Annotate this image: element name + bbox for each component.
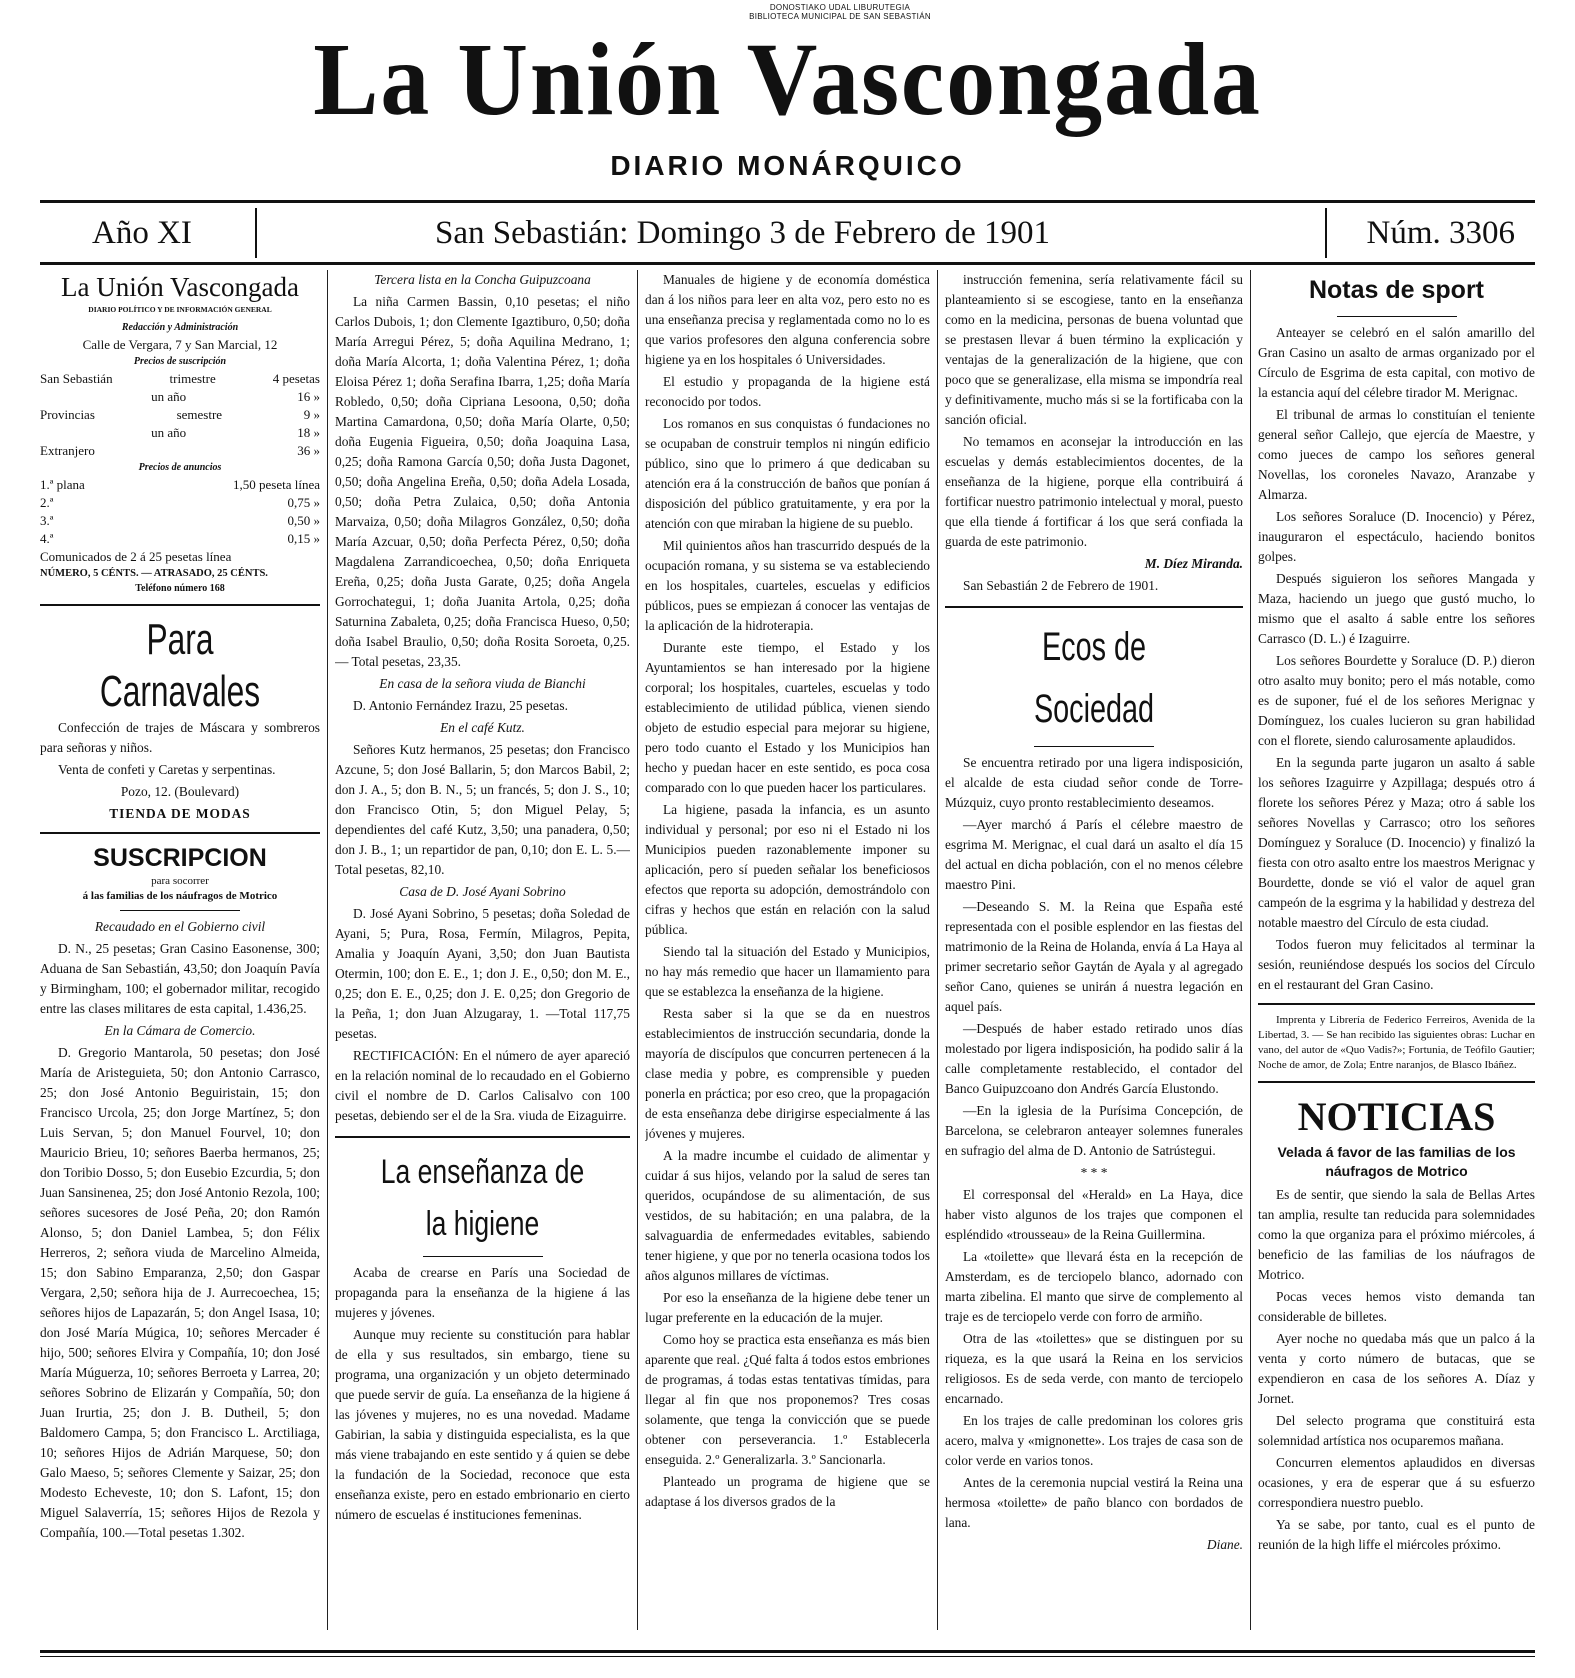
article-title-higiene: La enseñanza de la higiene (380, 1153, 585, 1243)
column-5 (1258, 270, 1535, 1630)
price-row: San Sebastián trimestre 4 pesetas (40, 371, 320, 386)
suscripcion-text-2: D. Gregorio Mantarola, 50 pesetas; don José María de Aristeguieta, 50; don Antonio Carrasco, 25; don José Antonio Beguiristain, 15; don Francisco Urcola, 25; don Jorge Martínez, 5; don Luis Servan, 5; don Manuel Fourvel, 10; don Mauricio Brieu, 10; señores Baerba hermanos, 25; don Toribio Dosso, 5; don Eusebio Ezcurdia, 5; don Juan Sansinenea, 25; don José Antonio Rezola, 100; señores sucesores de José Peña, 20; don Ramón Alonso, 5; don Daniel Lambea, 5; don Félix Herreros, 2; señora viuda de Marcelino Almeida, 15; don Sabino Emparanza, 2,50; don Gaspar Vergara, 2,50; señora hija de J. Aurrecoechea, 15; señores hijos de Lapazarán, 5; don Angel Isasa, 10; don José María Múgica, 10; señores Mercader é hijo, 500; señores Elvira y Compañía, 10; don José María Múguerza, 10; señores Berroeta y Larrea, 20; señores Sobrino de Elizarán y Compañía, 50; don Juan Irurtia, 25; don J. B. Dutheil, 5; don Baldomero Campa, 5; don Francisco L. Arctiliaga, 10; señores Hijos de Adrián Marquese, 50; don Galo Maeso, 5; señores Clemente y Saizar, 25; don Modesto Echeveste, 10; don S. Lafont, 15; don Miguel Salaverría, 15; señores Hijos de Rezola y Compañía, 100.—Total pesetas 1.302. (40, 1045, 320, 1540)
ecos-stars: * * * (1080, 1165, 1108, 1180)
ad-prices-table (40, 476, 320, 548)
issue-price-note: NÚMERO, 5 CÉNTS. — ATRASADO, 25 CÉNTS. (40, 568, 268, 579)
list-bianchi-text: D. Antonio Fernández Irazu, 25 pesetas. (353, 698, 568, 713)
issue-number: Núm. 3306 (1366, 215, 1515, 251)
sport-title: Notas de sport (1308, 276, 1485, 304)
article-higiene-p6: Mil quinientos años han trascurrido después de la ocupación romana, y su sistema se va estableciendo en los hospitales, cuarteles, escuelas y edificios públicos, pues se empiezan á conocer las ventajas de la aplicación de la hidroterapia. (645, 538, 930, 633)
dateline-divider-right (1325, 208, 1327, 258)
list-concha-text: La niña Carmen Bassin, 0,10 pesetas; el niño Carlos Dubois, 1; don Clemente Igaztiburo, 0,50; doña María Arregui Pérez, 5; doña Aquilina Medrano, 1; doña María Alcorta, 1; doña Valentina Pérez, 1; doña Eloisa Pérez 1; doña Serafina Ibarra, 1,25; doña María Robledo, 0,50; doña Cipriana Lesoona, 0,50; doña Martina Camardona, 0,50; doña María Olarte, 0,50; doña Eugenia Figueira, 0,50; doña Joaquina Lasa, 0,25; doña Ramona García 0,50; doña Justa Dagonet, 0,50; doña Angelina Ereña, 0,50; doña Adela Losada, 0,50; doña Petra Zulaica, 0,50; doña Antonia Marvaiza, 0,50; doña Milagros González, 0,50; doña María Azcuar, 0,50; doña Perfecta Pérez, 0,50; doña Magdalena Zarrandicoechea, 0,50; doña Enriqueta Ereña, 0,25; doña Justa Garate, 0,25; doña Angela Gorrochategui, 1; doña Juanita Artola, 0,25; doña Saturnina Zabaleta, 0,25; doña Francisca Hueso, 0,50; doña Isabel Braulio, 0,50; doña Rosita Soroeta, 0,25. — Total pesetas, 23,35. (335, 294, 630, 669)
list-kutz-text: Señores Kutz hermanos, 25 pesetas; don Francisco Azcune, 5; don José Ballarin, 5; don Marcos Babil, 2; don J. A., 5; don B. N., 5; un francés, 5; don J. S., 10; don Francisco Otin, 5; don Miguel Pelay, 5; dependientes del café Kutz, 3,50; una panadera, 0,50; don J. B., 1; un repartidor de pan, 0,10; don E. L. 5.—Total pesetas, 82,10. (335, 742, 630, 877)
ad-price-row: 4.ª 0,15 » (40, 531, 320, 546)
noticias-p6: Ya se sabe, por tanto, cual es el punto de reunión de la high liffe el miércoles próximo. (1258, 1517, 1535, 1552)
price-row: un año 16 » (151, 389, 320, 404)
newspaper-title: La Unión Vascongada (313, 22, 1262, 137)
ecos-item-3: —Deseando S. M. la Reina que España esté representada con el posible esplendor en las fiestas del matrimonio de la Reina de Holanda, envía á La Haya al primer secretario señor Gaytán de Ayala y al agregado señor Cano, quienes se unirán á nuestra legación en aquel país. (945, 899, 1243, 1014)
article-higiene-p2: Aunque muy reciente su constitución para hablar de ella y sus resultados, sin embargo, tiene su programa, una organización y un objeto determinado que puede servir de guía. La enseñanza de la higiene á las jóvenes y mujeres, no es una novedad. Madame Gabirian, la sabia y distinguida especialista, es la que más viene trabajando en este sentido y á quien se debe la fundación de la Sociedad, reconoce que esta enseñanza existe, pero en estado embrionario en cierto número de escuelas é instituciones femeninas. (335, 1327, 630, 1522)
noticias-p5: Concurren elementos aplaudidos en diversas ocasiones, y era de esperar que á su esfuerzo correspondiera nuestro pueblo. (1258, 1455, 1535, 1510)
stamp-line-1: DONOSTIAKO UDAL LIBURUTEGIA (769, 3, 911, 12)
ecos-title: Ecos de Sociedad (1033, 625, 1155, 731)
library-stamp (620, 3, 1060, 21)
ecos-item-6: El corresponsal del «Herald» en La Haya, dice haber visto algunos de los trajes que componen el espléndido «trousseau» de la Reina Guillermina. (945, 1187, 1243, 1242)
ad-carnavales-address: Pozo, 12. (Boulevard) (120, 784, 240, 799)
comunicados-note: Comunicados de 2 á 25 pesetas línea (40, 549, 232, 564)
ecos-item-2: —Ayer marchó á París el célebre maestro de esgrima M. Merignac, el cual dará un asalto el día 15 del actual en dicha población, con el no menos célebre maestro Pini. (945, 817, 1243, 892)
sport-p7: Todos fueron muy felicitados al terminar la sesión, reuniéndose después los socios del Círculo en el restaurant del Gran Casino. (1258, 937, 1535, 992)
article-higiene-p1: Acaba de crearse en París una Sociedad de propaganda para la enseñanza de la higiene á las mujeres y jóvenes. (335, 1265, 630, 1320)
price-row: un año 18 » (151, 425, 320, 440)
suscripcion-rule (120, 910, 240, 911)
masthead-rule-bottom (40, 262, 1535, 265)
list-heading-bianchi: En casa de la señora viuda de Bianchi (379, 676, 586, 691)
article-higiene-p10: Resta saber si la que se da en nuestros establecimientos de instrucción secundaria, donde la mayoría de discípulos que concurren pertenecen á la clase media y pobre, es comprensible y pueden ponerla en práctica; por eso creo, que la propagación de esta enseñanza debe dirigirse especialmente á las jóvenes y mujeres. (645, 1006, 930, 1141)
ecos-title-rule (1034, 746, 1154, 747)
sidebar-paper-sub: DIARIO POLÍTICO Y DE INFORMACIÓN GENERAL (88, 305, 272, 314)
ecos-item-8: Otra de las «toilettes» que se distinguen por su riqueza, es la que usará la Reina en los servicios religiosos. Es de seda verde, con manto de terciopelo encarnado. (945, 1331, 1243, 1406)
list-heading-ayani: Casa de D. José Ayani Sobrino (399, 884, 566, 899)
ad-price-row: 3.ª 0,50 » (40, 513, 320, 528)
noticias-subtitle: Velada á favor de las familias de los náufragos de Motrico (1277, 1144, 1516, 1179)
dateline-divider-left (255, 208, 257, 258)
sport-p1: Anteayer se celebró en el salón amarillo del Gran Casino un asalto de armas organizado por el Círculo de Esgrima de esta capital, con motivo de la estancia aquí del célebre tirador M. Merignac. (1258, 325, 1535, 400)
ad-price-row: 2.ª 0,75 » (40, 495, 320, 510)
ecos-signature: Diane. (1206, 1537, 1243, 1552)
footer-rule-thin (40, 1656, 1535, 1657)
subscription-prices-label: Precios de suscripción (133, 356, 227, 367)
noticias-p3: Ayer noche no quedaba más que un palco á la venta y corto número de butacas, que se expendieron en casa de los señores A. Díaz y Jornet. (1258, 1331, 1535, 1406)
noticias-title: NOTICIAS (1297, 1094, 1496, 1139)
article-higiene-p7: Durante este tiempo, el Estado y los Ayuntamientos se han interesado por la higiene corporal; los hospitales, cuarteles, escuelas y todo establecimiento de utilidad pública, vienen siendo objeto de estudio especial para mejorar su higiene, pero todo cuanto el Estado y los Municipios han hecho y puedan hacer en este sentido, es poca cosa comparado con lo que pueden hacer los particulares. (645, 640, 930, 795)
ecos-item-4: —Después de haber estado retirado unos días molestado por ligera indisposición, ha podido salir á la calle completamente restablecido, el contador del Banco Guipuzcoano don Andrés García Elustondo. (945, 1021, 1243, 1096)
book-ad: Imprenta y Librería de Federico Ferreiros, Avenida de la Libertad, 3. — Se han recibido las siguientes obras: Luchar en vano, del autor de «Quo Vadis?»; Fortunia, de Teófilo Gautier; Noche de amor, de Zola; Entre naranjos, de Blasco Ibáñez. (1258, 1014, 1535, 1071)
suscripcion-heading-2: En la Cámara de Comercio. (104, 1023, 256, 1038)
redaccion-label: Redacción y Administración (121, 322, 239, 333)
article-higiene-p8: La higiene, pasada la infancia, es un asunto individual y personal; por eso ni el Estado ni los Municipios pueden razonablemente imponer su aplicación, pero sí pueden señalar los beneficiosos efectos que reporta su adopción, demostrándolo con cifras y hechos que están en relación con la salud pública. (645, 802, 930, 937)
sport-p6: En la segunda parte jugaron un asalto á sable los señores Izaguirre y Azpillaga; después otro á florete los señores Pérez y Maza; otro á sable los señores Novellas y Carrasco; otro los señores Domínguez y Soraluce (D. Inocencio) y finalizó la fiesta con otro asalto entre los maestros Merignac y Bourdette, donde se vió el valor de aquel gran campeón de la esgrima y la habilidad y destreza del notable maestro del Círculo de esta ciudad. (1258, 755, 1535, 930)
list-ayani-text: D. José Ayani Sobrino, 5 pesetas; doña Soledad de Ayani, 5; Pura, Rosa, Fermín, Milagros, Pepita, Amalia y Joaquín Ayani, 3,50; don Juan Bautista Otermin, 100; don E. E., 1; don J. E., 0,50; don M. E., 0,25; don E. E., 0,25; don J. E. 0,25; don Gregorio de la Peña, 1; don Juan Alzugaray, 1. —Total 117,75 pesetas. (335, 906, 630, 1041)
issue-date: San Sebastián: Domingo 3 de Febrero de 1901 (435, 215, 1050, 251)
masthead-rule-top (40, 200, 1535, 203)
article-higiene-p12: Por eso la enseñanza de la higiene debe tener un lugar preferente en la educación de la mujer. (645, 1290, 930, 1325)
suscripcion-sub-2: á las familias de los náufragos de Motrico (82, 890, 278, 902)
telephone-note: Teléfono número 168 (135, 583, 225, 594)
ad-carnavales-shop: TIENDA DE MODAS (109, 806, 251, 821)
column-rule-2 (637, 270, 638, 1630)
ad-carnavales-title: Para Carnavales (99, 615, 261, 716)
suscripcion-sub-1: para socorrer (151, 875, 209, 887)
ecos-item-7: La «toilette» que llevará ésta en la recepción de Amsterdam, es de terciopelo blanco, adornado con marta zibelina. El manto que sirve de complemento al traje es de terciopelo verde con forro de armiño. (945, 1249, 1243, 1324)
sport-title-rule (1337, 316, 1457, 317)
article-higiene-p9: Siendo tal la situación del Estado y Municipios, no hay más remedio que hacer un llamamiento para que se establezca la enseñanza de la higiene. (645, 944, 930, 999)
column-1 (40, 270, 320, 1630)
noticias-divider (1258, 1081, 1535, 1083)
ecos-item-10: Antes de la ceremonia nupcial vestirá la Reina una hermosa «toilette» de paño blanco con bordados de lana. (945, 1475, 1243, 1530)
article-higiene-p15: instrucción femenina, sería relativamente fácil su planteamiento si se escogiese, tanto en la enseñanza como en la medicina, personas de buena voluntad que se prestasen llevar á buen término la explicación y ventajas de la generalización de la higiene, que con poco que se generalizase, ella misma se impondría real y definitivamente, mucho más si se la fortificaba con la sanción oficial. (945, 272, 1243, 427)
sport-p4: Después siguieron los señores Mangada y Maza, haciendo un juego que gustó mucho, lo mismo que el asalto á sable entre los señores Carrasco (D. L.) é Izaguirre. (1258, 571, 1535, 646)
subscription-prices-table (40, 370, 320, 460)
article-higiene-p13: Como hoy se practica esta enseñanza es más bien aparente que real. ¿Qué falta á todos estos embriones de programas, á todas estas tentativas tímidas, para llegar al fin que nos proponemos? Tres cosas solamente, que tenga la convicción que se puede obtener con perseverancia. 1.º Establecerla enseguida. 2.º Generalizarla. 3.º Sancionarla. (645, 1332, 930, 1467)
suscripcion-text-1: D. N., 25 pesetas; Gran Casino Easonense, 300; Aduana de San Sebastián, 43,50; don Joaquín Pavía y Birmingham, 100; el gobernador militar, recogido entre las clases militares de esta capital, 1.436,25. (40, 941, 320, 1016)
suscripcion-title: SUSCRIPCION (93, 844, 267, 872)
sport-p5: Los señores Bourdette y Soraluce (D. P.) dieron otro asalto muy bonito; pero el más notable, como es de suponer, fué el de los señores Merignac y Domínguez, los cuales lucieron su gran habilidad con el florete, siendo calurosamente aplaudidos. (1258, 653, 1535, 748)
list-heading-concha: Tercera lista en la Concha Guipuzcoana (374, 272, 591, 287)
article-higiene-p5: Los romanos en sus conquistas ó fundaciones no se ocupaban de construir templos ni ningún edificio público, sino que lo primero á que dedicaban su atención era á la construcción de baños que ponían á disposición del público gratuitamente, y era por la atención con que miraban la higiene de su pueblo. (645, 416, 930, 531)
article-higiene-p16: No temamos en aconsejar la introducción en las escuelas y demás establecimientos docentes, de la enseñanza de la higiene, porque ella contribuirá á fortificar nuestro patrimonio intelectual y moral, puesto que ella tiende á fortificar á los que será confiada la guarda de este patrimonio. (945, 434, 1243, 549)
article-title-rule (423, 1256, 543, 1257)
article-higiene-p4: El estudio y propaganda de la higiene está reconocido por todos. (645, 374, 930, 409)
newspaper-subtitle: DIARIO MONÁRQUICO (610, 150, 965, 181)
suscripcion-heading-1: Recaudado en el Gobierno civil (94, 919, 266, 934)
footer-rule (40, 1650, 1535, 1653)
column-4 (945, 270, 1243, 1630)
ecos-item-1: Se encuentra retirado por una ligera indisposición, el alcalde de esta ciudad señor conde de Torre-Múzquiz, cuyo pronto restablecimiento deseamos. (945, 755, 1243, 810)
book-ad-divider (1258, 1003, 1535, 1005)
ad-carnavales-text-2: Venta de confeti y Caretas y serpentinas. (58, 762, 276, 777)
article-higiene-p3: Manuales de higiene y de economía doméstica dan á los niños para leer en alta voz, pero esto no es una enseñanza precisa y reglamentada como no lo es que varios profesores den alguna conferencia sobre higiene ya en los hospitales ó Universidades. (645, 272, 930, 367)
column-rule-4 (1250, 270, 1251, 1630)
price-row: Extranjero 36 » (40, 443, 320, 458)
sport-p3: Los señores Soraluce (D. Inocencio) y Pérez, inauguraron el espectáculo, haciendo bonitos golpes. (1258, 509, 1535, 564)
column-2 (335, 270, 630, 1630)
price-row: Provincias semestre 9 » (40, 407, 320, 422)
ecos-item-9: En los trajes de calle predominan los colores gris acero, malva y «mignonette». Los trajes de casa son de color verde en varios tonos. (945, 1413, 1243, 1468)
column-rule-3 (937, 270, 938, 1630)
ad-prices-label: Precios de anuncios (138, 462, 222, 473)
noticias-p2: Pocas veces hemos visto demanda tan considerable de billetes. (1258, 1289, 1535, 1324)
ecos-item-5: —En la iglesia de la Purísima Concepción, de Barcelona, se celebraron anteayer solemnes funerales en sufragio del alma de D. Antonio de Satrústegui. (945, 1103, 1243, 1158)
stamp-line-2: BIBLIOTECA MUNICIPAL DE SAN SEBASTIÁN (749, 12, 931, 21)
sidebar-paper-title: La Unión Vascongada (61, 272, 299, 302)
noticias-p4: Del selecto programa que constituirá esta solemnidad artística nos ocuparemos mañana. (1258, 1413, 1535, 1448)
noticias-p1: Es de sentir, que siendo la sala de Bellas Artes tan amplia, resulte tan reducida para solemnidades como la que organiza para el próximo miércoles, á beneficio de las familias de los náufragos de Motrico. (1258, 1187, 1535, 1282)
article-divider (335, 1136, 630, 1138)
article-higiene-p14: Planteado un programa de higiene que se adaptase á los diversos grados de la (645, 1474, 930, 1509)
rectificacion-text: RECTIFICACIÓN: En el número de ayer apareció en la relación nominal de lo recaudado en el Gobierno civil el nombre de D. Carlos Calisalvo con 100 pesetas, debiendo ser el de la Sra. viuda de Eizaguirre. (335, 1048, 630, 1123)
ecos-divider (945, 606, 1243, 608)
article-signature: M. Díez Miranda. (1144, 556, 1243, 571)
year-label: Año XI (92, 215, 192, 251)
column-3 (645, 270, 930, 1630)
article-place-date: San Sebastián 2 de Febrero de 1901. (963, 578, 1159, 593)
list-heading-kutz: En el café Kutz. (440, 720, 525, 735)
office-address: Calle de Vergara, 7 y San Marcial, 12 (82, 337, 278, 352)
ad-carnavales-text: Confección de trajes de Máscara y sombreros para señoras y niños. (40, 720, 320, 755)
ad-divider-2 (40, 832, 320, 834)
article-higiene-p11: A la madre incumbe el cuidado de alimentar y cuidar á sus hijos, velando por la salud de seres tan queridos, ocupándose de su alimentación, de sus vestidos, de su habitación; en una palabra, de la salvaguardia de enfermedades evitables, sabiendo tener higiene, y que por no tenerla ocasiona todos los años algunos millares de víctimas. (645, 1148, 930, 1283)
ad-price-row: 1.ª plana 1,50 peseta línea (40, 477, 320, 492)
column-rule-1 (327, 270, 328, 1630)
sport-p2: El tribunal de armas lo constituían el teniente general señor Callejo, que ejercía de Maestre, y como jueces de campo los señores general Novellas, los coroneles Navazo, Aranzabe y Almarza. (1258, 407, 1535, 502)
dateline (40, 205, 1535, 261)
ad-divider (40, 604, 320, 606)
